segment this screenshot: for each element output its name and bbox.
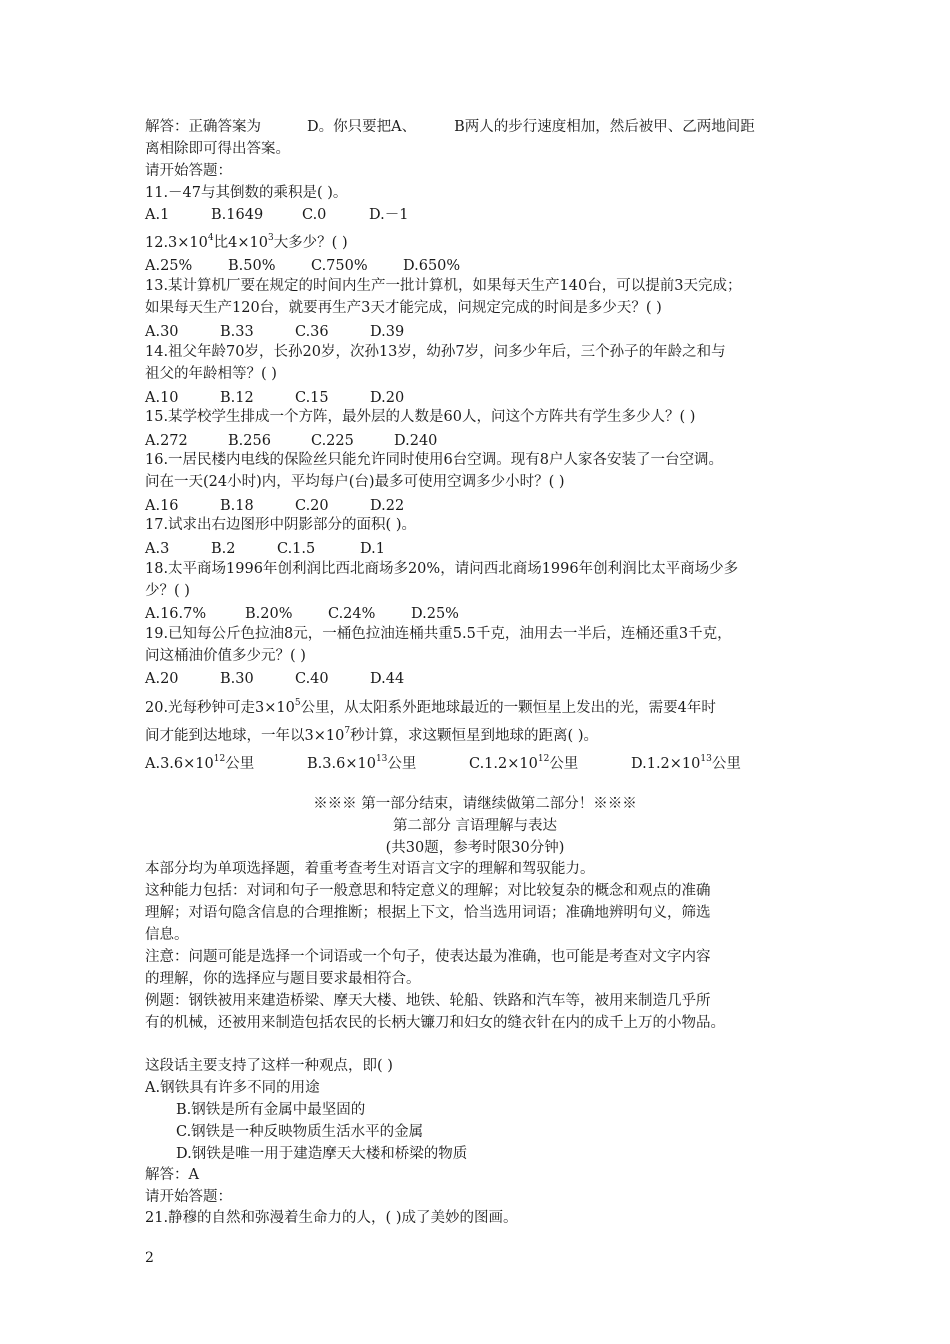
question-20-line2: 间才能到达地球，一年以$3\times 10^7$秒计算，求这颗恒星到地球的距离( )。 [145, 726, 598, 744]
question-16-line2: 问在一天(24小时)内，平均每户(台)最多可使用空调多少小时？( ) [145, 474, 565, 490]
option-c: C.225 [311, 433, 354, 449]
question-12: $12.3\times 10^4$比$4\times 10^3$大多少？( ) [145, 233, 348, 251]
part2-subtitle: (共30题，参考时限30分钟) [385, 840, 565, 856]
question-17-options [145, 542, 385, 557]
option-a: A.1 [145, 207, 170, 223]
example-question: 这段话主要支持了这样一种观点，即( ) [145, 1058, 393, 1074]
example-line1: 例题：钢铁被用来建造桥梁、摩天大楼、地铁、轮船、铁路和汽车等，被用来制造几乎所 [145, 993, 711, 1009]
question-19-line2: 问这桶油价值多少元？( ) [145, 648, 306, 664]
option-b: $B.3.6\times 10^{13}$公里 [307, 754, 417, 772]
question-18-line2: 少？( ) [145, 583, 190, 599]
option-b: B.1649 [211, 207, 264, 223]
option-d: D.44 [370, 671, 405, 687]
option-d: D.－1 [369, 207, 409, 223]
question-14-line2: 祖父的年龄相等？( ) [145, 366, 277, 382]
part2-description: 本部分均为单项选择题，着重考查考生对语言文字的理解和驾驭能力。 [145, 861, 595, 877]
question-13-line2: 如果每天生产120台，就要再生产3天才能完成，问规定完成的时间是多少天？( ) [145, 300, 662, 316]
option-a: A.16.7% [145, 606, 207, 622]
option-a: A.25% [145, 258, 193, 274]
option-d: D.1 [360, 541, 385, 557]
page-number: 2 [145, 1250, 154, 1266]
start-prompt: 请开始答题： [145, 1189, 232, 1205]
question-20-line1: 20.光每秒钟可走$3\times 10^5$公里，从太阳系外距地球最近的一颗恒星上发出的光，需要4年时 [145, 698, 716, 716]
question-21: 21.静穆的自然和弥漫着生命力的人，( )成了美妙的图画。 [145, 1210, 518, 1226]
question-15: 15.某学校学生排成一个方阵，最外层的人数是60人，问这个方阵共有学生多少人？( ) [145, 409, 696, 425]
option-d: D.22 [370, 498, 405, 514]
option-b: B.256 [228, 433, 271, 449]
example-option-a: A.钢铁具有许多不同的用途 [145, 1080, 320, 1096]
start-prompt: 请开始答题： [145, 163, 232, 179]
question-15-options [145, 434, 437, 449]
option-b: B.12 [220, 390, 254, 406]
option-a: A.16 [145, 498, 179, 514]
question-11-options [145, 208, 408, 223]
question-13-line1: 13.某计算机厂要在规定的时间内生产一批计算机，如果每天生产140台，可以提前3天完成； [145, 278, 742, 294]
option-d: D.39 [370, 324, 405, 340]
ability-line1: 这种能力包括：对词和句子一般意思和特定意义的理解；对比较复杂的概念和观点的准确 [145, 883, 711, 899]
question-14-options [145, 391, 404, 406]
example-option-b: B.钢铁是所有金属中最坚固的 [176, 1102, 366, 1118]
part2-title: 第二部分 言语理解与表达 [392, 818, 558, 834]
option-d: D.20 [370, 390, 405, 406]
note-line2: 的理解，你的选择应与题目要求最相符合。 [145, 971, 421, 987]
option-c: C.24% [328, 606, 376, 622]
option-c: C.1.5 [277, 541, 316, 557]
question-14-line1: 14.祖父年龄70岁，长孙20岁，次孙13岁，幼孙7岁，问多少年后，三个孙子的年龄之和与 [145, 344, 726, 360]
option-c: C.36 [295, 324, 329, 340]
option-d: D.650% [403, 258, 461, 274]
option-c: C.750% [311, 258, 368, 274]
option-a: A.3 [145, 541, 170, 557]
ability-line2: 理解；对语句隐含信息的合理推断；根据上下文，恰当选用词语；准确地辨明句义，筛选 [145, 905, 711, 921]
option-c: C.0 [302, 207, 327, 223]
question-19-options [145, 672, 404, 687]
question-11: 11.－47与其倒数的乘积是( )。 [145, 185, 348, 201]
note-line1: 注意：问题可能是选择一个词语或一个句子，使表达最为准确，也可能是考查对文字内容 [145, 949, 711, 965]
intro-answer-line2: 离相除即可得出答案。 [145, 141, 290, 157]
option-c: $C.1.2\times 10^{12}$公里 [469, 754, 579, 772]
question-17: 17.试求出右边图形中阴影部分的面积( )。 [145, 517, 416, 533]
option-d: $D.1.2\times 10^{13}$公里 [631, 754, 741, 772]
option-c: C.40 [295, 671, 329, 687]
option-a: A.10 [145, 390, 179, 406]
option-b: B.30 [220, 671, 254, 687]
option-b: B.20% [245, 606, 293, 622]
option-a: A.272 [145, 433, 188, 449]
question-12-options [145, 259, 460, 274]
example-line2: 有的机械，还被用来制造包括农民的长柄大镰刀和妇女的缝衣针在内的成千上万的小物品。 [145, 1015, 725, 1031]
question-20-options [145, 754, 741, 772]
ability-line3: 信息。 [145, 927, 189, 943]
option-d: D.25% [411, 606, 459, 622]
example-option-c: C.钢铁是一种反映物质生活水平的金属 [176, 1124, 424, 1140]
question-18-line1: 18.太平商场1996年创利润比西北商场多20%，请问西北商场1996年创利润比太平商场少多 [145, 561, 739, 577]
option-a: $A.3.6\times 10^{12}$公里 [145, 754, 255, 772]
option-a: A.30 [145, 324, 179, 340]
option-c: C.20 [295, 498, 329, 514]
question-18-options [145, 607, 459, 622]
example-answer: 解答：A [145, 1167, 199, 1183]
option-b: B.33 [220, 324, 254, 340]
question-13-options [145, 325, 404, 340]
question-16-options [145, 499, 404, 514]
option-c: C.15 [295, 390, 329, 406]
example-option-d: D.钢铁是唯一用于建造摩天大楼和桥梁的物质 [176, 1146, 468, 1162]
option-b: B.50% [228, 258, 276, 274]
intro-answer-line1: 解答：正确答案为 D。你只要把A、 B两人的步行速度相加，然后被甲、乙两地间距 [145, 119, 755, 135]
question-16-line1: 16.一居民楼内电线的保险丝只能允许同时使用6台空调。现有8户人家各安装了一台空调。 [145, 452, 724, 468]
option-b: B.2 [211, 541, 236, 557]
question-19-line1: 19.已知每公斤色拉油8元，一桶色拉油连桶共重5.5千克，油用去一半后，连桶还重3千克， [145, 626, 732, 642]
option-b: B.18 [220, 498, 254, 514]
section-end-banner: ※※※ 第一部分结束，请继续做第二部分！※※※ [313, 796, 637, 812]
option-d: D.240 [394, 433, 438, 449]
option-a: A.20 [145, 671, 179, 687]
